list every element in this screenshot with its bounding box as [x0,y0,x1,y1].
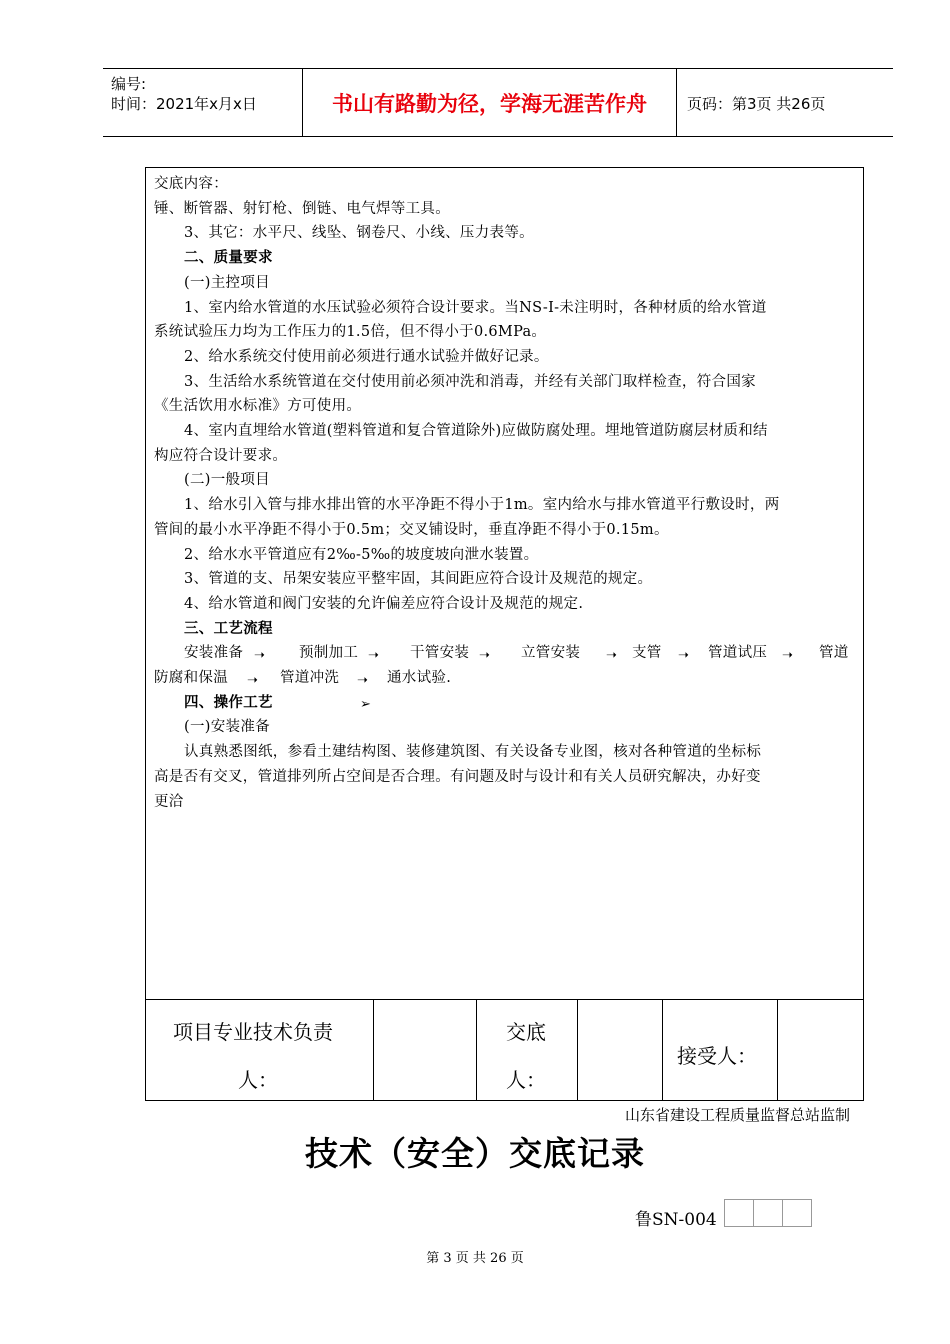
document-number-box[interactable] [753,1199,783,1227]
discloser-signature-cell[interactable] [578,1000,663,1100]
process-flow [154,641,858,666]
flow-step: 干管安装 [410,645,470,662]
subsection-heading: (一)主控项目 [184,274,270,291]
flow-step: 管道 [819,645,849,662]
content-line: 高是否有交叉，管道排列所占空间是否合理。有问题及时与设计和有关人员研究解决，办好变 [154,768,761,785]
issuing-organization: 山东省建设工程质量监督总站监制 [624,1106,850,1124]
signature-row [145,999,864,1101]
section-heading: 二、质量要求 [184,249,273,267]
document-code-label: 编号: [111,75,147,93]
tech-lead-label: 人： [238,1068,278,1092]
content-line: 3、其它：水平尺、线坠、钢卷尺、小线、压力表等。 [184,225,534,242]
content-line: 2、给水水平管道应有2‰-5‰的坡度坡向泄水装置。 [184,546,539,563]
flow-arrow-icon: ➝ [678,648,690,664]
content-line: 1、给水引入管与排水排出管的水平净距不得小于1m。室内给水与排水管道平行敷设时，两 [184,497,780,514]
flow-step: 安装准备 [184,645,244,662]
discloser-label: 交底 [506,1020,546,1044]
receiver-label-cell [663,1000,778,1100]
header-motto: 书山有路勤为径，学海无涯苦作舟 [332,91,647,116]
process-flow [154,666,858,691]
content-line: 更洽 [154,793,184,810]
content-line: 3、管道的支、吊架安装应平整牢固，其间距应符合设计及规范的规定。 [184,571,653,588]
disclosure-content [154,172,858,814]
tech-lead-label: 项目专业技术负责 [173,1020,333,1044]
flow-step: 预制加工 [299,645,359,662]
flow-arrow-icon: ➝ [357,673,369,689]
section-heading: 三、工艺流程 [184,619,273,637]
document-time-label: 时间：2021年x月x日 [111,95,257,113]
content-line: 管间的最小水平净距不得小于0.5m；交叉铺设时，垂直净距不得小于0.15m。 [154,521,669,538]
disclosure-content-box [145,167,864,999]
content-line: 4、给水管道和阀门安装的允许偏差应符合设计及规范的规定. [184,595,584,612]
content-line: 3、生活给水系统管道在交付使用前必须冲洗和消毒，并经有关部门取样检查，符合国家 [184,373,756,390]
section-heading-row [154,691,858,716]
page-footer: 第 3 页 共 26 页 [426,1251,524,1266]
tech-lead-label-cell [146,1000,374,1100]
subsection-heading: (一)安装准备 [184,719,270,736]
content-line: 1、室内给水管道的水压试验必须符合设计要求。当NS-I-未注明时，各种材质的给水管道 [184,299,767,316]
receiver-label: 接受人： [677,1044,757,1068]
content-line: 4、室内直埋给水管道(塑料管道和复合管道除外)应做防腐处理。埋地管道防腐层材质和结 [184,423,768,440]
flow-arrow-icon: ➝ [254,648,266,664]
flow-step: 防腐和保温 [154,670,228,687]
content-line: 《生活饮用水标准》方可使用。 [154,398,362,415]
flow-arrow-icon: ➝ [479,648,491,664]
tech-lead-signature-cell[interactable] [374,1000,477,1100]
subsection-heading: (二)一般项目 [184,472,270,489]
flow-step: 管道试压 [708,645,768,662]
flow-arrow-icon: ➝ [247,673,259,689]
document-number-box[interactable] [724,1199,754,1227]
content-line: 锤、断管器、射钉枪、倒链、电气焊等工具。 [154,200,450,217]
document-title: 技术（安全）交底记录 [305,1134,645,1173]
content-line: 构应符合设计要求。 [154,447,288,464]
flow-step: 通水试验. [387,670,452,687]
discloser-label-cell [477,1000,578,1100]
flow-arrow-icon: ➝ [782,648,794,664]
flow-arrow-icon: ➝ [368,648,380,664]
header-page-number: 页码：第3页 共26页 [687,95,826,113]
content-line: 2、给水系统交付使用前必须进行通水试验并做好记录。 [184,348,549,365]
flow-step: 支管 [632,645,662,662]
content-line: 认真熟悉图纸，参看土建结构图、装修建筑图、有关设备专业图，核对各种管道的坐标标 [184,744,762,761]
receiver-signature-cell[interactable] [778,1000,863,1100]
content-line: 系统试验压力均为工作压力的1.5倍，但不得小于0.6MPa。 [154,324,547,341]
flow-step: 管道冲洗 [280,670,340,687]
document-header [103,68,893,137]
section-heading: 四、操作工艺 [184,693,273,711]
flow-step: 立管安装 [521,645,581,662]
header-divider [676,69,677,136]
document-number-box[interactable] [782,1199,812,1227]
discloser-label: 人： [506,1068,546,1092]
flow-arrow-icon: ➝ [606,648,618,664]
document-number: 鲁SN-004 [635,1210,717,1230]
flow-arrow-icon: ➢ [360,696,372,712]
content-heading: 交底内容： [154,176,228,192]
